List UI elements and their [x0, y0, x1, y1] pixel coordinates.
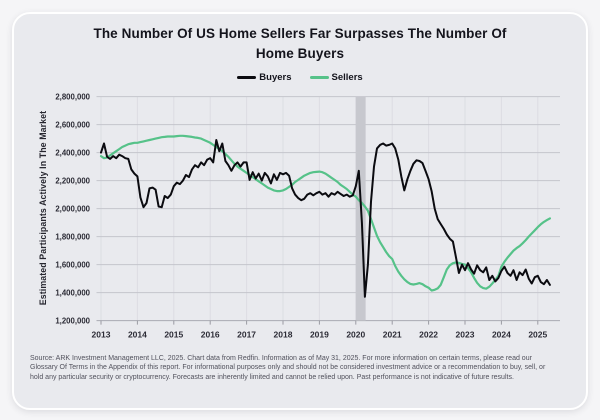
y-tick-label: 1,200,000 [55, 316, 90, 326]
legend-label-buyers: Buyers [259, 72, 292, 83]
y-tick-label: 1,600,000 [55, 260, 90, 270]
y-tick-label: 2,400,000 [55, 148, 90, 158]
footnote: Source: ARK Investment Management LLC, 2025. Chart data from Redfin. Information as of May 31, 2025. For more information on certain terms, please read our Glossary Of Terms in the Appendix of this report. For informational purposes only and should not be considered investment advice or a recommendation to buy, sell, or hold any particular security or cryptocurrency. Forecasts are inherently limited and cannot be relied upon. Past performance is not indicative of future results. [30, 355, 546, 381]
x-tick-label: 2019 [309, 329, 329, 340]
x-tick-label: 2014 [127, 329, 147, 340]
chart-title-line1: The Number Of US Home Sellers Far Surpasses The Number Of [93, 26, 507, 41]
legend-label-sellers: Sellers [331, 72, 363, 83]
x-tick-label: 2018 [273, 329, 293, 340]
y-tick-label: 2,800,000 [55, 92, 90, 102]
x-tick-label: 2013 [91, 329, 111, 340]
x-tick-label: 2023 [455, 329, 475, 340]
y-tick-label: 2,000,000 [55, 204, 90, 214]
chart-title-line2: Home Buyers [255, 46, 345, 61]
x-tick-label: 2025 [528, 329, 548, 340]
x-tick-label: 2015 [164, 329, 184, 340]
y-tick-label: 1,400,000 [55, 288, 90, 298]
y-axis-title: Estimated Participants Actively In The Market [38, 110, 48, 306]
y-tick-label: 1,800,000 [55, 232, 90, 242]
x-tick-label: 2024 [491, 329, 511, 340]
x-tick-label: 2021 [382, 329, 402, 340]
sellers-line [101, 136, 550, 291]
x-tick-label: 2017 [237, 329, 257, 340]
buyers-line [101, 140, 550, 297]
x-tick-label: 2020 [346, 329, 366, 340]
x-tick-label: 2016 [200, 329, 220, 340]
x-tick-label: 2022 [419, 329, 439, 340]
y-tick-label: 2,600,000 [55, 120, 90, 130]
y-tick-label: 2,200,000 [55, 176, 90, 186]
